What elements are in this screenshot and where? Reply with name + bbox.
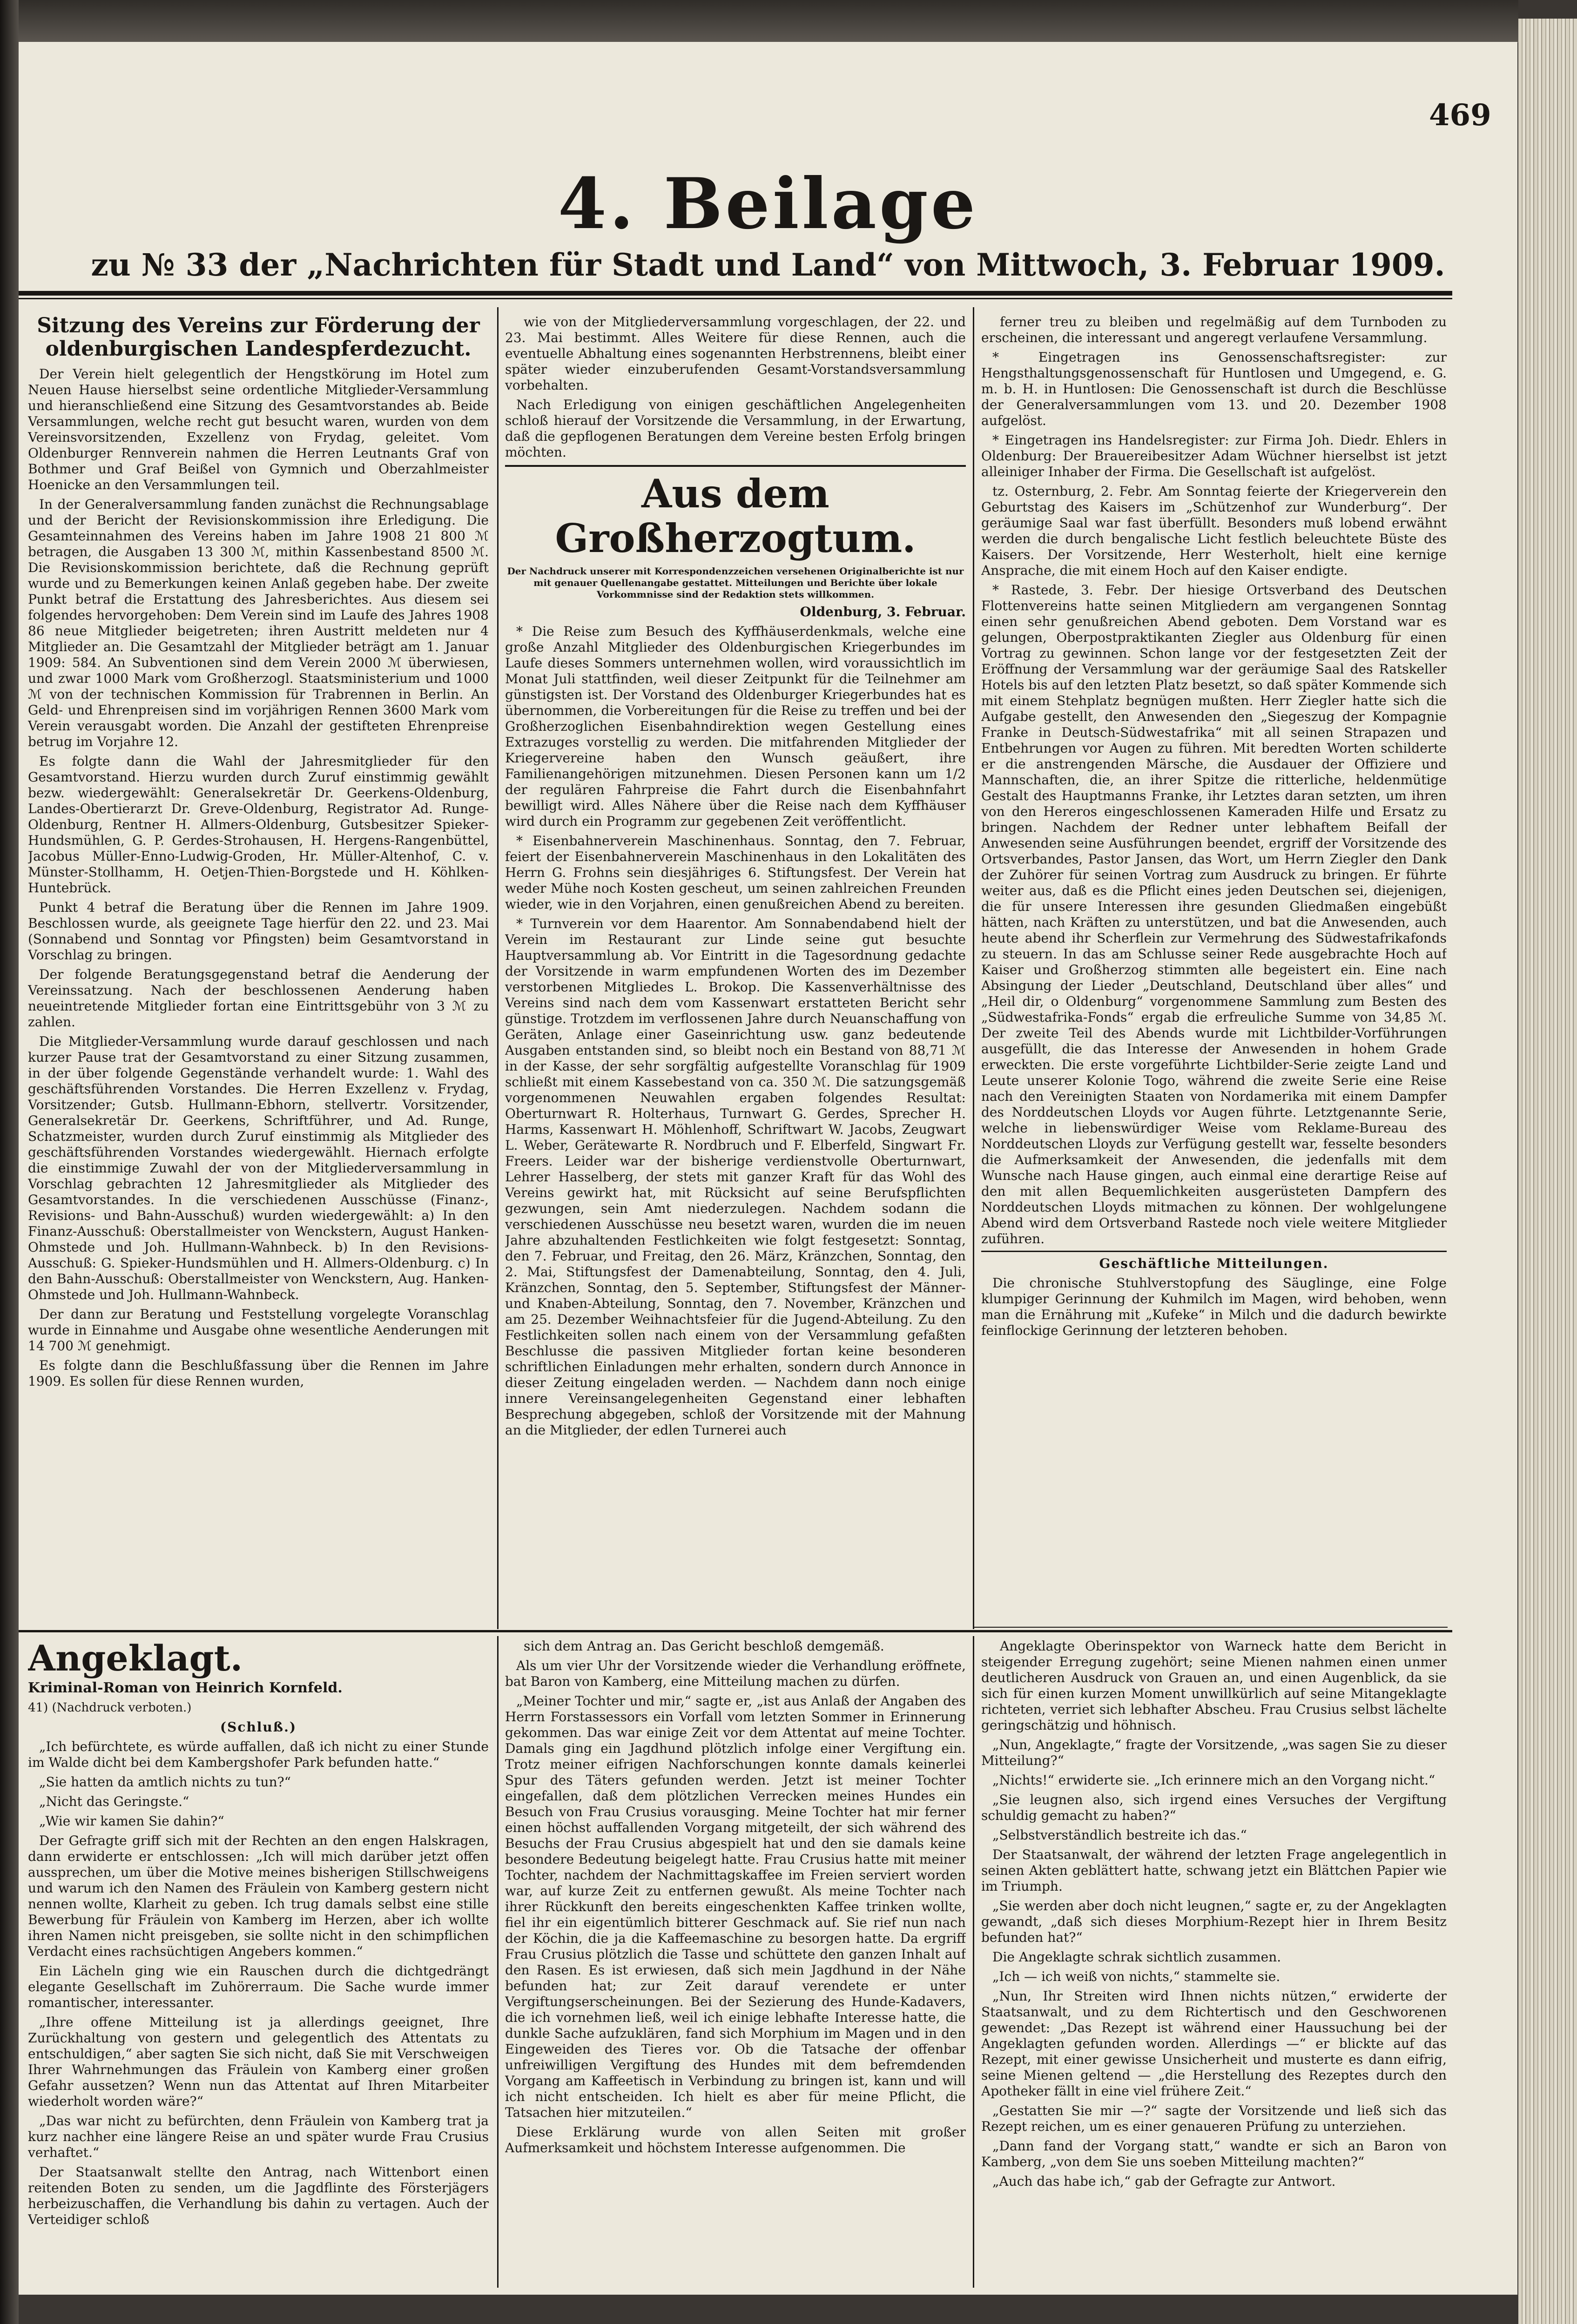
page-stack-edge — [1518, 19, 1577, 2324]
news-item: * Eingetragen ins Handelsregister: zur Firma Joh. Diedr. Ehlers in Oldenburg: Der Brauereibesitzer Adam Wüchner hierselbst ist jetzt alleiniger Inhaber der Firma. Die Gesellschaft ist aufgelöst. — [981, 432, 1447, 479]
paragraph: „Gestatten Sie mir —?“ sagte der Vorsitzende und ließ sich das Rezept reichen, um es einer genaueren Prüfung zu unterziehen. — [981, 2103, 1447, 2134]
section-rule — [505, 465, 966, 467]
novel-column-1 — [28, 1638, 489, 2288]
novel-author: Kriminal-Roman von Heinrich Kornfeld. — [28, 1680, 343, 1696]
column-1 — [28, 314, 489, 1622]
novel-top-rule — [19, 1630, 1452, 1632]
paragraph: Diese Erklärung wurde von allen Seiten mit großer Aufmerksamkeit und höchstem Interesse aufgenommen. Die — [505, 2124, 966, 2156]
book-spine — [0, 0, 19, 2324]
paragraph: Angeklagte Oberinspektor von Warneck hatte dem Bericht in steigender Erregung zugehört; seine Mienen nahmen einen unmer deutlicheren Ausdruck von Grauen an, und einen Augenblick, da sie sich für einen kurzen Moment unwillkürlich auf seine Mitangeklagte richteten, verriet sich lebhafter Abscheu. Frau Crusius selbst lächelte geringschätzig und höhnisch. — [981, 1638, 1447, 1733]
scan-top-edge — [19, 0, 1518, 43]
news-item: * Eisenbahnerverein Maschinenhaus. Sonntag, den 7. Februar, feiert der Eisenbahnerverein Maschinenhaus in den Lokalitäten des Herrn G. Frohns sein diesjähriges 6. Stiftungsfest. Der Verein hat weder Mühe noch Kosten gescheut, um seinen zahlreichen Freunden wieder, wie in den Vorjahren, einen genußreichen Abend zu bereiten. — [505, 833, 966, 912]
paragraph: „Nichts!“ erwiderte sie. „Ich erinnere mich an den Vorgang nicht.“ — [992, 1772, 1435, 1788]
paragraph: Der Gefragte griff sich mit der Rechten an den engen Halskragen, dann erwiderte er entschlossen: „Ich will mich darüber jetzt offen aussprechen, um über die Motive meines bisherigen Stillschweigens und warum ich den Namen des Fräulein von Kamberg gestern nicht nennen wollte, Klarheit zu geben. Ich trug damals selbst eine stille Bewerbung für Fräulein von Kamberg im Herzen, aber ich wollte ihren Namen nicht preisgeben, sie sollte nicht in den schimpflichen Verdacht eines rachsüchtigen Angebers kommen.“ — [28, 1833, 489, 1959]
article-heading: Sitzung des Vereins zur Förderung der oldenburgischen Landespferdezucht. — [37, 314, 480, 361]
paragraph: „Nun, Angeklagte,“ fragte der Vorsitzende, „was sagen Sie zu dieser Mitteilung?“ — [981, 1737, 1447, 1768]
paragraph: Es folgte dann die Beschlußfassung über die Rennen im Jahre 1909. Es sollen für diese Rennen wurden, — [28, 1358, 489, 1389]
business-heading: Geschäftliche Mitteilungen. — [1099, 1256, 1329, 1271]
paragraph: Ein Lächeln ging wie ein Rauschen durch die dichtgedrängt elegante Gesellschaft im Zuhörerraum. Die Sache wurde immer romantischer, interessanter. — [28, 1963, 489, 2010]
novel-divider-2 — [973, 1636, 974, 2288]
column-divider-2 — [973, 307, 974, 1629]
supplement-subtitle: zu № 33 der „Nachrichten für Stadt und Land“ von Mittwoch, 3. Februar 1909. — [91, 247, 1445, 283]
paragraph: Der dann zur Beratung und Feststellung vorgelegte Voranschlag wurde in Einnahme und Ausgabe ohne wesentliche Aenderungen mit 14 700 ℳ genehmigt. — [28, 1307, 489, 1354]
news-item: tz. Osternburg, 2. Febr. Am Sonntag feierte der Kriegerverein den Geburtstag des Kaisers im „Schützenhof zur Wunderburg“. Der geräumige Saal war fast überfüllt. Besonders muß lobend erwähnt werden die durch bengalische Licht festlich beleuchtete Büste des Kaisers. Der Vorsitzende, Herr Westerholt, hielt eine kernige Ansprache, die mit einem Hoch auf den Kaiser endigte. — [981, 484, 1447, 578]
section-rule — [981, 1251, 1447, 1252]
upper-divider-right — [973, 1627, 1448, 1628]
paragraph: In der Generalversammlung fanden zunächst die Rechnungsablage und der Bericht der Revisionskommission ihre Erledigung. Die Gesamteinnahmen des Vereins haben im Jahre 1908 21 800 ℳ betragen, die Ausgaben 13 300 ℳ, mithin Kassenbestand 8500 ℳ. Die Revisionskommission berichtete, daß die Rechnung geprüft wurde und zu Bemerkungen keinen Anlaß gegeben habe. Der zweite Punkt betraf die Erstattung des Jahresberichtes. Aus diesem sei folgendes hervorgehoben: Dem Verein sind im Laufe des Jahres 1908 86 neue Mitglieder beigetreten; ihren Austritt meldeten nur 4 Mitglieder an. Die Gesamtzahl der Mitglieder beträgt am 1. Januar 1909: 584. An Subventionen sind dem Verein 2000 ℳ überwiesen, und zwar 1000 Mark vom Großherzogl. Staatsministerium und 1000 ℳ von der technischen Kommission für Trabrennen in Berlin. An Geld- und Ehrenpreisen sind im vorjährigen Rennen 3600 Mark vom Verein verausgabt worden. Die Anzahl der gestifteten Ehrenpreise betrug im Vorjahre 12. — [28, 497, 489, 749]
paragraph: (Schluß.) — [220, 1719, 297, 1735]
paragraph: Als um vier Uhr der Vorsitzende wieder die Verhandlung eröffnete, bat Baron von Kamberg, eine Mitteilung machen zu dürfen. — [505, 1658, 966, 1689]
page-number: 469 — [1429, 98, 1491, 133]
paragraph: „Meiner Tochter und mir,“ sagte er, „ist aus Anlaß der Angaben des Herrn Forstassessors ein Vorfall vom letzten Sommer in Erinnerung gekommen. Das war einige Zeit vor dem Attentat auf meine Tochter. Damals ging ein Jagdhund plötzlich infolge einer Vergiftung ein. Trotz meiner eifrigen Nachforschungen konnte damals keinerlei Spur des Täters gefunden werden. Jetzt ist meiner Tochter eingefallen, daß dem plötzlichen Verrecken meines Hundes ein Besuch von Frau Crusius vorausging. Meine Tochter hat mir ferner einen höchst auffallenden Vorgang mitgeteilt, der sich während des Besuchs der Frau Crusius abgespielt hat und den sie damals keine besondere Bedeutung beigelegt hatte. Frau Crusius hatte mit meiner Tochter, nachdem der Nachmittagskaffee im Freien serviert worden war, auf kurze Zeit zu entfernen gewußt. Als meine Tochter nach ihrer Rückkunft den bereits eingeschenkten Kaffee trinken wollte, fiel ihr ein eigentümlich bitterer Geschmack auf. Sie rief nun nach der Köchin, die ja die Kaffeemaschine zu besorgen hatte. Da ergriff Frau Crusius plötzlich die Tasse und schüttete den ganzen Inhalt auf den Rasen. Es ist erwiesen, daß sich mein Jagdhund in der Nähe befunden hat; zur Zeit darauf verendete er unter Vergiftungserscheinungen. Bei der Sezierung des Hunde-Kadavers, die ich vornehmen ließ, weil ich einige lebhafte Interesse hatte, die dunkle Sache aufzuklären, fand sich Morphium im Magen und in den Eingeweiden des Tieres vor. Ob die Tatsache der offenbar unfreiwilligen Vergiftung des Hundes mit dem befremdenden Vorgang am Kaffeetisch in Verbindung zu bringen ist, kann und will ich nicht entscheiden. Ich hielt es aber für meine Pflicht, die Tatsachen hier mitzuteilen.“ — [505, 1693, 966, 2120]
column-2 — [505, 314, 966, 1622]
newspaper-page — [19, 42, 1517, 2295]
paragraph: Punkt 4 betraf die Beratung über die Rennen im Jahre 1909. Beschlossen wurde, als geeignete Tage hierfür den 22. und 23. Mai (Sonnabend und Sonntag vor Pfingsten) beim Gesamtvorstand in Vorschlag zu bringen. — [28, 900, 489, 963]
paragraph: „Dann fand der Vorgang statt,“ wandte er sich an Baron von Kamberg, „von dem Sie uns soeben Mitteilung machten?“ — [981, 2138, 1447, 2169]
novel-title: Angeklagt. — [28, 1638, 243, 1679]
supplement-title: 4. Beilage — [558, 163, 978, 245]
section-title: Aus dem Großherzogtum. — [555, 471, 916, 561]
paragraph: sich dem Antrag an. Das Gericht beschloß demgemäß. — [524, 1638, 884, 1654]
paragraph: Der Verein hielt gelegentlich der Hengstkörung im Hotel zum Neuen Hause hierselbst seine ordentliche Mitglieder-Versammlung und hieranschließend eine Sitzung des Gesamtvorstandes ab. Beide Versammlungen, welche recht gut besucht waren, wurden von dem Vereinsvorsitzenden, Exzellenz von Frydag, geleitet. Vom Oldenburger Rennverein nahmen die Herren Leutnants Graf von Bothmer und Graf Beißel von Gymnich und Oberzahlmeister Hoenicke an den Versammlungen teil. — [28, 366, 489, 492]
business-notice: Die chronische Stuhlverstopfung des Säuglinge, eine Folge klumpiger Gerinnung der Kuhmilch im Magen, wird behoben, wenn man die Ernährung mit „Kufeke“ in Milch und die dadurch bewirkte feinflockige Gerinnung der letzteren behoben. — [981, 1275, 1447, 1338]
dateline: Oldenburg, 3. Februar. — [800, 604, 966, 620]
paragraph: Die Angeklagte schrak sichtlich zusammen. — [992, 1949, 1281, 1965]
news-item: * Eingetragen ins Genossenschaftsregister: zur Hengsthaltungsgenossenschaft für Huntlosen und Umgegend, e. G. m. b. H. in Huntlosen: Die Genossenschaft ist durch die Beschlüsse der Generalversammlungen vom 13. und 20. Dezember 1908 aufgelöst. — [981, 350, 1447, 428]
novel-column-3 — [981, 1638, 1447, 2288]
paragraph: „Nicht das Geringste.“ — [39, 1794, 189, 1809]
paragraph: „Sie werden aber doch nicht leugnen,“ sagte er, zu der Angeklagten gewandt, „daß sich dieses Morphium-Rezept hier in Ihrem Besitz befunden hat?“ — [981, 1898, 1447, 1945]
paragraph: „Das war nicht zu befürchten, denn Fräulein von Kamberg trat ja kurz nachher eine längere Reise an und später wurde Frau Crusius verhaftet.“ — [28, 2113, 489, 2160]
paragraph: ferner treu zu bleiben und regelmäßig auf dem Turnboden zu erscheinen, die interessant und angeregt verlaufene Versammlung. — [981, 314, 1447, 345]
paragraph: Nach Erledigung von einigen geschäftlichen Angelegenheiten schloß hierauf der Vorsitzende die Versammlung, in der Erwartung, daß die gepflogenen Beratungen dem Vereine besten Erfolg bringen möchten. — [505, 397, 966, 460]
news-item: * Rastede, 3. Febr. Der hiesige Ortsverband des Deutschen Flottenvereins hatte seinen Mitgliedern am vergangenen Sonntag einen sehr genußreichen Abend geboten. Dem Vorstand war es gelungen, Oberpostpraktikanten Ziegler aus Oldenburg für einen Vortrag zu gewinnen. Schon lange vor der festgesetzten Zeit der Eröffnung der Versammlung war der geräumige Saal des Ratskeller Hotels bis auf den letzten Platz besetzt, so daß später Kommende sich mit einem Stehplatz begnügen mußten. Herr Ziegler hatte sich die Aufgabe gestellt, den Anwesenden den „Siegeszug der Kompagnie Franke in Deutsch-Südwestafrika“ mit all seinen Strapazen und Entbehrungen vor Augen zu führen. Mit beredten Worten schilderte er die anstrengenden Märsche, die Ausdauer der Offiziere und Mannschaften, die, an ihrer Spitze die ritterliche, heldenmütige Gestalt des Hauptmanns Franke, ihr Letztes daran setzten, um ihren von den Hereros eingeschlossenen Kameraden Hilfe und Ersatz zu bringen. Nachdem der Redner unter lebhaftem Beifall der Anwesenden seine Ausführungen beendet, ergriff der Vorsitzende des Ortsverbandes, Pastor Jansen, das Wort, um Herrn Ziegler den Dank der Zuhörer für seinen Vortrag zum Ausdruck zu bringen. Er führte weiter aus, daß es die Pflicht eines jeden Deutschen sei, diejenigen, die für unsere Interessen ihre gesunden Gliedmaßen eingebüßt hätten, nach Kräften zu unterstützen, und bat die Anwesenden, auch heute abend ihr Scherflein zur Vermehrung des Südwestafrikafonds zu steuern. In das am Schlusse seiner Rede ausgebrachte Hoch auf Kaiser und Großherzog stimmten alle begeistert ein. Eine nach Absingung der Lieder „Deutschland, Deutschland über alles“ und „Heil dir, o Oldenburg“ vorgenommene Sammlung zum Besten des „Südwestafrika-Fonds“ ergab die erfreuliche Summe von 34,85 ℳ. Der zweite Teil des Abends wurde mit Lichtbilder-Vorführungen ausgefüllt, die das Interesse der Anwesenden in hohem Grade erweckten. Die erste vorgeführte Lichtbilder-Serie zeigte Land und Leute unserer Kolonie Togo, während die zweite Serie eine Reise nach den Vereinigten Staaten von Nordamerika mit einem Dampfer des Norddeutschen Lloyds vor Augen führte. Letztgenannte Serie, welche in liebenswürdiger Weise vom Reklame-Bureau des Norddeutschen Lloyds zur Verfügung gestellt war, fesselte besonders die Aufmerksamkeit der Anwesenden, die jedenfalls mit dem Wunsche nach Hause gingen, auch einmal eine derartige Reise auf den mit allen Bequemlichkeiten ausgerüsteten Dampfern des Norddeutschen Lloyds mitmachen zu können. Der wohlgelungene Abend wird dem Ortsverband Rastede noch viele weitere Mitglieder zuführen. — [981, 582, 1447, 1246]
paragraph: „Sie hatten da amtlich nichts zu tun?“ — [39, 1774, 291, 1790]
paragraph: Der Staatsanwalt, der während der letzten Frage angelegentlich in seinen Akten geblättert hatte, schwang jetzt ein Blättchen Papier wie im Triumph. — [981, 1847, 1447, 1894]
paragraph: „Nun, Ihr Streiten wird Ihnen nichts nützen,“ erwiderte der Staatsanwalt, und zu dem Richtertisch und den Geschworenen gewendet: „Das Rezept ist während einer Haussuchung bei der Angeklagten gefunden worden. Allerdings —“ er blickte auf das Rezept, mit einer gewisse Unsicherheit und musterte es dann eifrig, seine Mienen geltend — „die Herstellung des Rezeptes durch den Apotheker fällt in eine viel frühere Zeit.“ — [981, 1988, 1447, 2099]
paragraph: „Ich befürchtete, es würde auffallen, daß ich nicht zu einer Stunde im Walde dicht bei dem Kambergshofer Park befunden hatte.“ — [28, 1739, 489, 1770]
column-3 — [981, 314, 1447, 1622]
news-item: * Die Reise zum Besuch des Kyffhäuserdenkmals, welche eine große Anzahl Mitglieder des Oldenburgischen Kriegerbundes im Laufe dieses Sommers unternehmen wollen, wird voraussichtlich im Monat Juli stattfinden, weil dieser Zeitpunkt für die Teilnehmer am günstigsten ist. Der Vorstand des Oldenburger Kriegerbundes hat es übernommen, die Vorbereitungen für die Reise zu treffen und bei der Großherzoglichen Eisenbahndirektion wegen Gestellung eines Extrazuges vorstellig zu werden. Die mitfahrenden Mitglieder der Kriegervereine haben den Wunsch geäußert, ihre Familienangehörigen mitzunehmen. Diesen Personen kann um 1/2 der regulären Fahrpreise die Fahrt durch die Eisenbahnfahrt bewilligt wird. Alles Nähere über die Reise nach dem Kyffhäuser wird durch ein Programm zur gegebenen Zeit veröffentlicht. — [505, 624, 966, 829]
column-divider-1 — [497, 307, 499, 1629]
paragraph: Die Mitglieder-Versammlung wurde darauf geschlossen und nach kurzer Pause trat der Gesamtvorstand zu einer Sitzung zusammen, in der über folgende Gegenstände verhandelt wurde: 1. Wahl des geschäftsführenden Vorstandes. Die Herren Exzellenz v. Frydag, Vorsitzender; Gutsb. Hullmann-Ebhorn, stellvertr. Vorsitzender, Generalsekretär Dr. Geerkens, Schriftführer, und Ad. Runge, Schatzmeister, wurden durch Zuruf einstimmig als Mitglieder des geschäftsführenden Vorstandes wiedergewählt. Hiernach erfolgte die einstimmige Zuwahl der von der Mitgliederversammlung in Vorschlag gebrachten 12 Jahresmitglieder als Mitglieder des Gesamtvorstandes. In die verschiedenen Ausschüsse (Finanz-, Revisions- und Bahn-Ausschuß) wurden wiedergewählt: a) In den Finanz-Ausschuß: Oberstallmeister von Wenckstern, August Hanken-Ohmstede und Joh. Hullmann-Wahnbeck. b) In den Revisions-Ausschuß: G. Spieker-Hundsmühlen und H. Allmers-Oldenburg. c) In den Bahn-Ausschuß: Oberstallmeister von Wenckstern, Aug. Hanken-Ohmstede und Joh. Hullmann-Wahnbeck. — [28, 1034, 489, 1302]
paragraph: „Ich — ich weiß von nichts,“ stammelte sie. — [992, 1969, 1280, 1984]
paragraph: „Ihre offene Mitteilung ist ja allerdings geeignet, Ihre Zurückhaltung von gestern und gelegentlich des Attentats zu entschuldigen,“ aber sagten Sie sich nicht, daß Sie mit Verschweigen Ihrer Wahrnehmungen das Fräulein von Kamberg einer großen Gefahr aussetzen? Wenn nun das Attentat auf Ihren Mitarbeiter wiederholt worden wäre?“ — [28, 2014, 489, 2109]
novel-column-2 — [505, 1638, 966, 2288]
paragraph: wie von der Mitgliederversammlung vorgeschlagen, der 22. und 23. Mai bestimmt. Alles Weitere für diese Rennen, auch die eventuelle Abhaltung eines sogenannten Herbstrennens, bleibt einer später wieder einzuberufenden Gesamt-Vorstandsversammlung vorbehalten. — [505, 314, 966, 393]
news-item: * Turnverein vor dem Haarentor. Am Sonnabendabend hielt der Verein im Restaurant zur Linde seine gut besuchte Hauptversammlung ab. Vor Eintritt in die Tagesordnung gedachte der Vorsitzende in warm empfundenen Worten des im Dezember verstorbenen Mitgliedes L. Brokop. Die Kassenverhältnisse des Vereins sind nach dem vom Kassenwart erstatteten Bericht sehr günstige. Trotzdem im verflossenen Jahre durch Neuanschaffung von Geräten, Anlage einer Gaseinrichtung usw. ganz bedeutende Ausgaben entstanden sind, so bleibt noch ein Bestand von 88,71 ℳ in der Kasse, der sehr sorgfältig aufgestellte Voranschlag für 1909 schließt mit einem Kassebestand von ca. 350 ℳ. Die satzungsgemäß vorgenommenen Neuwahlen ergaben folgendes Resultat: Oberturnwart R. Holterhaus, Turnwart G. Gerdes, Sprecher H. Harms, Kassenwart H. Möhlenhoff, Schriftwart W. Jacobs, Zeugwart L. Weber, Gerätewarte R. Nordbruch und F. Elberfeld, Singwart Fr. Freers. Leider war der bisherige verdienstvolle Oberturnwart, Lehrer Hasselberg, der stets mit ganzer Kraft für das Wohl des Vereins gewirkt hat, mit Rücksicht auf seine Berufspflichten gezwungen, sein Amt niederzulegen. Nachdem sodann die verschiedenen Ausschüsse neu besetzt waren, wurden die im neuen Jahre abzuhaltenden Festlichkeiten wie folgt festgesetzt: Sonntag, den 7. Februar, und Freitag, den 26. März, Kränzchen, Sonntag, den 2. Mai, Stiftungsfest der Damenabteilung, Sonntag, den 4. Juli, Kränzchen, Sonntag, den 5. September, Stiftungsfest der Männer- und Knaben-Abteilung, Sonntag, den 7. November, Kränzchen und am 25. Dezember Weihnachtsfeier für die Jugend-Abteilung. Zu den Festlichkeiten sollen nach einem von der Versammlung gefaßten Beschlusse die passiven Mitglieder fortan keine besonderen schriftlichen Einladungen mehr erhalten, sondern durch Annonce in dieser Zeitung eingeladen werden. — Nachdem dann noch einige innere Vereinsangelegenheiten Gegenstand einer lebhaften Besprechung abgegeben, schloß der Vorsitzende mit der Mahnung an die Mitglieder, der edlen Turnerei auch — [505, 916, 966, 1438]
masthead-rule-thin — [19, 298, 1452, 299]
paragraph: „Auch das habe ich,“ gab der Gefragte zur Antwort. — [992, 2174, 1336, 2189]
paragraph: Der Staatsanwalt stellte den Antrag, nach Wittenbort einen reitenden Boten zu senden, um die Jagdflinte des Försterjägers herbeizuschaffen, die Verhandlung bis dahin zu vertagen. Auch der Verteidiger schloß — [28, 2164, 489, 2227]
paragraph: „Selbstverständlich bestreite ich das.“ — [992, 1827, 1247, 1843]
paragraph: „Sie leugnen also, sich irgend eines Versuches der Vergiftung schuldig gemacht zu haben?“ — [981, 1792, 1447, 1823]
serial-note: 41) (Nachdruck verboten.) — [28, 1701, 192, 1715]
paragraph: Der folgende Beratungsgegenstand betraf die Aenderung der Vereinssatzung. Nach der beschlossenen Aenderung haben neueintretende Mitglieder fortan eine Eintrittsgebühr von 3 ℳ zu zahlen. — [28, 967, 489, 1030]
novel-divider-1 — [497, 1636, 499, 2288]
masthead-rule — [19, 291, 1452, 296]
paragraph: Es folgte dann die Wahl der Jahresmitglieder für den Gesamtvorstand. Hierzu wurden durch Zuruf einstimmig gewählt bezw. wiedergewählt: Generalsekretär Dr. Geerkens-Oldenburg, Landes-Obertierarzt Dr. Greve-Oldenburg, Registrator Ad. Runge-Oldenburg, Rentner H. Allmers-Oldenburg, Gutsbesitzer Spieker-Hundsmühlen, G. P. Gerdes-Strohausen, H. Hergens-Rangenbüttel, Jacobus Müller-Enno-Ludwig-Groden, Hr. Müller-Altenhof, C. v. Münster-Stollhamm, H. Oetjen-Thien-Borgstede und H. Köhlken-Huntebrück. — [28, 754, 489, 896]
paragraph: „Wie wir kamen Sie dahin?“ — [39, 1813, 224, 1829]
reprint-note: Der Nachdruck unserer mit Korrespondenzzeichen versehenen Originalberichte ist nur mit genauer Quellenangabe gestattet. Mitteilungen und Berichte über lokale Vorkommnisse sind der Redaktion stets willkommen. — [507, 566, 964, 600]
